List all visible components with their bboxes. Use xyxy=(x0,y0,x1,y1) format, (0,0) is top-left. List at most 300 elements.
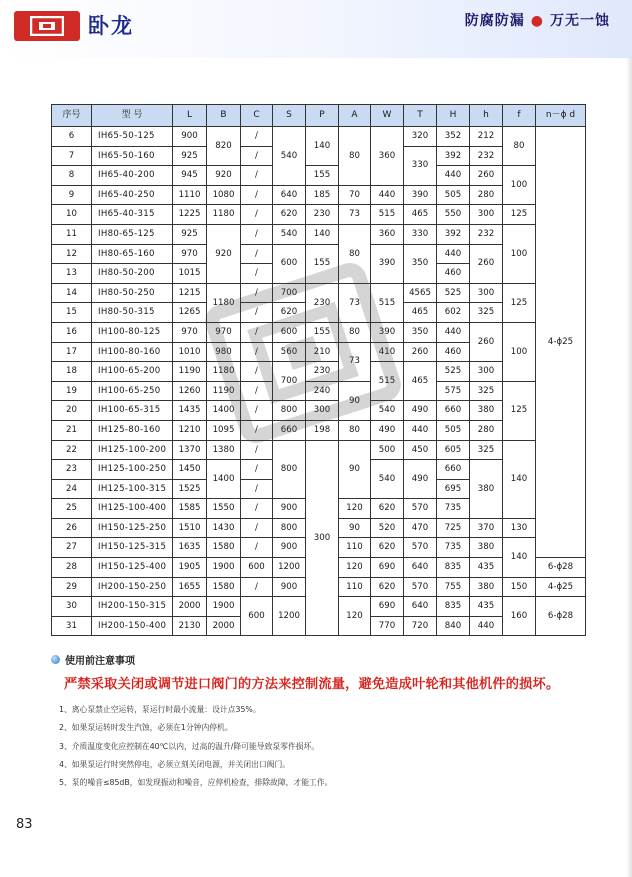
table-cell: 380 xyxy=(470,577,503,597)
table-cell: 1180 xyxy=(207,362,241,382)
table-cell: 620 xyxy=(273,205,306,225)
column-header: h xyxy=(470,105,503,127)
row-index-cell: 26 xyxy=(52,518,92,538)
table-cell: 1200 xyxy=(273,597,306,636)
table-cell: 900 xyxy=(273,499,306,519)
bullet-icon xyxy=(51,655,60,664)
table-cell: / xyxy=(241,538,273,558)
column-header: n－ϕ d xyxy=(536,105,586,127)
table-cell: 700 xyxy=(273,283,306,303)
column-header: f xyxy=(503,105,536,127)
table-cell: 600 xyxy=(241,558,273,578)
table-cell: 185 xyxy=(306,185,339,205)
table-cell: 1900 xyxy=(207,597,241,617)
table-cell: 620 xyxy=(371,538,404,558)
table-cell: 700 xyxy=(273,362,306,401)
row-index-cell: 12 xyxy=(52,244,92,264)
table-cell: 1655 xyxy=(173,577,207,597)
row-index-cell: 14 xyxy=(52,283,92,303)
row-index-cell: 11 xyxy=(52,224,92,244)
table-cell: 690 xyxy=(371,597,404,617)
table-cell: 80 xyxy=(339,127,371,186)
table-cell: 1180 xyxy=(207,205,241,225)
table-cell: 900 xyxy=(173,127,207,147)
table-cell: / xyxy=(241,518,273,538)
table-cell: / xyxy=(241,342,273,362)
table-cell: 1450 xyxy=(173,460,207,480)
table-cell: 1580 xyxy=(207,577,241,597)
table-cell: 1525 xyxy=(173,479,207,499)
table-cell: 1585 xyxy=(173,499,207,519)
brand-logo xyxy=(14,11,80,41)
table-cell: 620 xyxy=(273,303,306,323)
table-cell: 260 xyxy=(470,244,503,283)
table-cell: 120 xyxy=(339,597,371,636)
table-cell: 155 xyxy=(306,322,339,342)
table-cell: / xyxy=(241,401,273,421)
column-header: T xyxy=(404,105,437,127)
table-cell: 80 xyxy=(339,420,371,440)
table-cell: / xyxy=(241,283,273,303)
table-cell: 490 xyxy=(371,420,404,440)
row-index-cell: 31 xyxy=(52,616,92,636)
row-index-cell: 9 xyxy=(52,185,92,205)
table-cell: 1550 xyxy=(207,499,241,519)
table-cell: 1260 xyxy=(173,381,207,401)
table-cell: / xyxy=(241,166,273,186)
table-cell: 6-ϕ28 xyxy=(536,597,586,636)
column-header: P xyxy=(306,105,339,127)
table-cell: 110 xyxy=(339,538,371,558)
table-cell: 325 xyxy=(470,440,503,460)
table-cell: 155 xyxy=(306,166,339,186)
table-cell: 435 xyxy=(470,558,503,578)
table-cell: 540 xyxy=(371,401,404,421)
table-cell: 570 xyxy=(404,499,437,519)
slogan xyxy=(465,10,610,30)
table-cell: / xyxy=(241,420,273,440)
table-cell: / xyxy=(241,440,273,460)
model-cell: IH80-50-250 xyxy=(92,283,173,303)
table-cell: 465 xyxy=(404,362,437,401)
table-cell: 835 xyxy=(437,597,470,617)
table-cell: 505 xyxy=(437,420,470,440)
table-cell: / xyxy=(241,127,273,147)
table-cell: 515 xyxy=(371,283,404,322)
table-cell: 560 xyxy=(273,342,306,362)
table-cell: 1510 xyxy=(173,518,207,538)
table-cell: 73 xyxy=(339,205,371,225)
table-cell: 970 xyxy=(207,322,241,342)
row-index-cell: 28 xyxy=(52,558,92,578)
table-cell: 570 xyxy=(404,577,437,597)
row-index-cell: 20 xyxy=(52,401,92,421)
row-index-cell: 10 xyxy=(52,205,92,225)
table-cell: 380 xyxy=(470,538,503,558)
model-cell: IH150-125-250 xyxy=(92,518,173,538)
table-cell: 465 xyxy=(404,303,437,323)
list-item: 5、泵的噪音≤85dB，如发现振动和噪音，应停机检查，排除故障，才能工作。 xyxy=(59,778,333,788)
table-cell: 515 xyxy=(371,362,404,401)
list-item: 2、如果泵运转时发生汽蚀，必须在1分钟内停机。 xyxy=(59,723,233,733)
table-cell: 525 xyxy=(437,362,470,382)
table-cell: 300 xyxy=(470,283,503,303)
table-cell: / xyxy=(241,264,273,284)
table-cell: 70 xyxy=(339,185,371,205)
table-cell: 735 xyxy=(437,538,470,558)
table-cell: 900 xyxy=(273,538,306,558)
table-cell: 330 xyxy=(404,146,437,185)
notes-list xyxy=(59,704,611,788)
table-cell: 110 xyxy=(339,577,371,597)
row-index-cell: 29 xyxy=(52,577,92,597)
table-cell: 450 xyxy=(404,440,437,460)
table-cell: 440 xyxy=(437,244,470,264)
table-cell: 970 xyxy=(173,322,207,342)
model-cell: IH200-150-400 xyxy=(92,616,173,636)
list-item: 3、介质温度变化应控制在40℃以内，过高的温升/降可能导致泵零件损坏。 xyxy=(59,741,320,751)
table-cell: 390 xyxy=(404,185,437,205)
table-cell: 1215 xyxy=(173,283,207,303)
table-cell: 1400 xyxy=(207,460,241,499)
table-cell: 1580 xyxy=(207,538,241,558)
table-cell: 1010 xyxy=(173,342,207,362)
table-cell: 1080 xyxy=(207,185,241,205)
table-cell: 725 xyxy=(437,518,470,538)
row-index-cell: 15 xyxy=(52,303,92,323)
table-cell: / xyxy=(241,499,273,519)
table-cell: 1400 xyxy=(207,401,241,421)
table-cell: 460 xyxy=(437,342,470,362)
table-cell: 90 xyxy=(339,518,371,538)
table-cell: 390 xyxy=(371,322,404,342)
table-cell: 330 xyxy=(404,224,437,244)
brand-name: 卧龙 xyxy=(88,14,134,38)
table-cell: 2130 xyxy=(173,616,207,636)
table-cell: 100 xyxy=(503,322,536,381)
table-cell: 920 xyxy=(207,224,241,283)
table-cell: 1095 xyxy=(207,420,241,440)
model-cell: IH80-50-315 xyxy=(92,303,173,323)
table-cell: 155 xyxy=(306,244,339,283)
table-cell: 660 xyxy=(437,401,470,421)
table-cell: 525 xyxy=(437,283,470,303)
table-cell: 602 xyxy=(437,303,470,323)
table-cell: 980 xyxy=(207,342,241,362)
table-cell: 4565 xyxy=(404,283,437,303)
table-cell: 1015 xyxy=(173,264,207,284)
table-row xyxy=(52,440,586,460)
table-cell: 320 xyxy=(404,127,437,147)
model-cell: IH65-50-125 xyxy=(92,127,173,147)
table-cell: 140 xyxy=(503,538,536,577)
model-cell: IH125-100-200 xyxy=(92,440,173,460)
row-index-cell: 17 xyxy=(52,342,92,362)
table-cell: 1210 xyxy=(173,420,207,440)
table-cell: / xyxy=(241,205,273,225)
table-cell: 100 xyxy=(503,166,536,205)
table-cell: 410 xyxy=(371,342,404,362)
column-header: H xyxy=(437,105,470,127)
table-cell: / xyxy=(241,146,273,166)
table-cell: 325 xyxy=(470,303,503,323)
table-cell: 100 xyxy=(503,224,536,283)
table-cell: 660 xyxy=(437,460,470,480)
table-cell: 280 xyxy=(470,420,503,440)
table-header-row xyxy=(52,105,586,127)
table-cell: 505 xyxy=(437,185,470,205)
table-cell: / xyxy=(241,185,273,205)
model-cell: IH150-125-400 xyxy=(92,558,173,578)
model-cell: IH100-65-250 xyxy=(92,381,173,401)
table-row xyxy=(52,322,586,342)
table-cell: 80 xyxy=(339,322,371,342)
model-cell: IH125-100-315 xyxy=(92,479,173,499)
table-cell: 230 xyxy=(306,205,339,225)
table-cell: 232 xyxy=(470,224,503,244)
model-cell: IH200-150-250 xyxy=(92,577,173,597)
logo-glyph-icon xyxy=(30,16,64,36)
row-index-cell: 21 xyxy=(52,420,92,440)
table-cell: 1430 xyxy=(207,518,241,538)
row-index-cell: 23 xyxy=(52,460,92,480)
model-cell: IH200-150-315 xyxy=(92,597,173,617)
table-cell: 360 xyxy=(371,224,404,244)
table-cell: 1200 xyxy=(273,558,306,578)
table-cell: 1265 xyxy=(173,303,207,323)
list-item: 1、离心泵禁止空运转，泵运行时最小流量：设计点35%。 xyxy=(59,705,261,714)
notes-title-text: 使用前注意事项 xyxy=(65,656,135,667)
slogan-part-1: 防腐防漏 xyxy=(464,13,525,29)
page-number: 83 xyxy=(16,817,33,832)
table-cell: 440 xyxy=(404,420,437,440)
table-cell: 755 xyxy=(437,577,470,597)
table-cell: 350 xyxy=(404,322,437,342)
table-cell: 440 xyxy=(437,322,470,342)
table-cell: 835 xyxy=(437,558,470,578)
table-cell: 380 xyxy=(470,460,503,519)
table-cell: 440 xyxy=(371,185,404,205)
table-cell: 465 xyxy=(404,205,437,225)
table-row xyxy=(52,283,586,303)
table-cell: 4-ϕ25 xyxy=(536,577,586,597)
table-cell: / xyxy=(241,381,273,401)
table-cell: 325 xyxy=(470,381,503,401)
row-index-cell: 19 xyxy=(52,381,92,401)
table-cell: 125 xyxy=(503,381,536,440)
table-cell: / xyxy=(241,577,273,597)
table-cell: 80 xyxy=(503,127,536,166)
table-cell: 130 xyxy=(503,518,536,538)
table-cell: 570 xyxy=(404,538,437,558)
table-cell: 125 xyxy=(503,283,536,322)
table-cell: 6-ϕ28 xyxy=(536,558,586,578)
row-index-cell: 22 xyxy=(52,440,92,460)
table-cell: 1180 xyxy=(207,283,241,322)
row-index-cell: 25 xyxy=(52,499,92,519)
table-cell: 640 xyxy=(404,558,437,578)
table-cell: 540 xyxy=(273,127,306,186)
table-cell: 260 xyxy=(470,166,503,186)
table-cell: 920 xyxy=(207,166,241,186)
table-cell: 660 xyxy=(273,420,306,440)
table-cell: / xyxy=(241,362,273,382)
column-header: B xyxy=(207,105,241,127)
table-cell: 260 xyxy=(404,342,437,362)
table-cell: 230 xyxy=(306,362,339,382)
table-cell: 1110 xyxy=(173,185,207,205)
table-row xyxy=(52,127,586,147)
table-cell: 160 xyxy=(503,597,536,636)
table-cell: 300 xyxy=(306,401,339,421)
table-cell: 73 xyxy=(339,283,371,322)
table-cell: 392 xyxy=(437,224,470,244)
model-cell: IH100-80-160 xyxy=(92,342,173,362)
table-cell: 470 xyxy=(404,518,437,538)
flow-control-warning: 严禁采取关闭或调节进口阀门的方法来控制流量，避免造成叶轮和其他机件的损坏。 xyxy=(64,677,560,692)
table-cell: 240 xyxy=(306,381,339,401)
page-header xyxy=(0,0,632,58)
table-cell: 605 xyxy=(437,440,470,460)
table-cell: 1190 xyxy=(207,381,241,401)
table-cell: 440 xyxy=(437,166,470,186)
table-cell: / xyxy=(241,322,273,342)
table-cell: 800 xyxy=(273,518,306,538)
model-cell: IH65-40-200 xyxy=(92,166,173,186)
table-cell: 210 xyxy=(306,342,339,362)
table-cell: 120 xyxy=(339,558,371,578)
pump-spec-table xyxy=(51,104,586,636)
table-cell: / xyxy=(241,303,273,323)
table-cell: 800 xyxy=(273,401,306,421)
table-row xyxy=(52,166,586,186)
table-cell: 540 xyxy=(273,224,306,244)
table-cell: 925 xyxy=(173,224,207,244)
column-header: A xyxy=(339,105,371,127)
table-cell: 1380 xyxy=(207,440,241,460)
row-index-cell: 8 xyxy=(52,166,92,186)
table-cell: 600 xyxy=(273,322,306,342)
table-cell: 440 xyxy=(470,616,503,636)
table-cell: 500 xyxy=(371,440,404,460)
table-cell: 232 xyxy=(470,146,503,166)
table-cell: 925 xyxy=(173,146,207,166)
model-cell: IH125-80-160 xyxy=(92,420,173,440)
table-cell: 370 xyxy=(470,518,503,538)
table-cell: 4-ϕ25 xyxy=(536,127,586,558)
table-cell: 80 xyxy=(339,224,371,283)
table-cell: 230 xyxy=(306,283,339,322)
row-index-cell: 16 xyxy=(52,322,92,342)
usage-notes xyxy=(51,652,611,795)
table-cell: 690 xyxy=(371,558,404,578)
table-cell: 520 xyxy=(371,518,404,538)
table-cell: 150 xyxy=(503,577,536,597)
column-header: L xyxy=(173,105,207,127)
model-cell: IH65-50-160 xyxy=(92,146,173,166)
table-cell: 620 xyxy=(371,499,404,519)
table-cell: 1370 xyxy=(173,440,207,460)
table-cell: 212 xyxy=(470,127,503,147)
page-edge-shadow xyxy=(626,58,632,877)
model-cell: IH65-40-315 xyxy=(92,205,173,225)
table-cell: 770 xyxy=(371,616,404,636)
model-cell: IH125-100-400 xyxy=(92,499,173,519)
table-cell: 820 xyxy=(207,127,241,166)
model-cell: IH80-65-160 xyxy=(92,244,173,264)
table-cell: 300 xyxy=(470,205,503,225)
table-cell: / xyxy=(241,244,273,264)
slogan-dot-icon: ● xyxy=(530,13,544,29)
table-cell: 2000 xyxy=(207,616,241,636)
table-cell: 600 xyxy=(241,597,273,636)
model-cell: IH100-65-200 xyxy=(92,362,173,382)
table-cell: 350 xyxy=(404,244,437,283)
column-header: W xyxy=(371,105,404,127)
notes-title xyxy=(51,652,611,667)
table-cell: 300 xyxy=(470,362,503,382)
table-cell: 390 xyxy=(371,244,404,283)
table-cell: 125 xyxy=(503,205,536,225)
table-cell: 490 xyxy=(404,401,437,421)
slogan-part-2: 万无一蚀 xyxy=(550,13,610,29)
table-cell: 352 xyxy=(437,127,470,147)
table-row xyxy=(52,224,586,244)
table-cell: 550 xyxy=(437,205,470,225)
table-cell: 1900 xyxy=(207,558,241,578)
table-cell: 90 xyxy=(339,381,371,420)
column-header: 型 号 xyxy=(92,105,173,127)
table-cell: 140 xyxy=(503,440,536,518)
table-cell: 735 xyxy=(437,499,470,519)
table-cell: 1435 xyxy=(173,401,207,421)
table-cell: 695 xyxy=(437,479,470,499)
table-cell: / xyxy=(241,479,273,499)
table-cell: 120 xyxy=(339,499,371,519)
table-cell: 970 xyxy=(173,244,207,264)
table-cell: 800 xyxy=(273,440,306,499)
table-cell: 840 xyxy=(437,616,470,636)
model-cell: IH80-65-125 xyxy=(92,224,173,244)
table-row xyxy=(52,205,586,225)
table-cell: 360 xyxy=(371,127,404,186)
table-cell: / xyxy=(241,224,273,244)
table-cell: 260 xyxy=(470,322,503,361)
row-index-cell: 18 xyxy=(52,362,92,382)
table-cell: 1635 xyxy=(173,538,207,558)
model-cell: IH100-80-125 xyxy=(92,322,173,342)
table-cell: 73 xyxy=(339,342,371,381)
table-cell: 392 xyxy=(437,146,470,166)
table-cell: 90 xyxy=(339,440,371,499)
table-cell: 300 xyxy=(306,440,339,636)
table-cell: 575 xyxy=(437,381,470,401)
column-header: S xyxy=(273,105,306,127)
table-cell: 640 xyxy=(273,185,306,205)
table-cell: 515 xyxy=(371,205,404,225)
row-index-cell: 7 xyxy=(52,146,92,166)
model-cell: IH80-50-200 xyxy=(92,264,173,284)
table-cell: 640 xyxy=(404,597,437,617)
table-cell: 460 xyxy=(437,264,470,284)
model-cell: IH125-100-250 xyxy=(92,460,173,480)
table-cell: 1225 xyxy=(173,205,207,225)
table-cell: 540 xyxy=(371,460,404,499)
table-cell: 720 xyxy=(404,616,437,636)
row-index-cell: 24 xyxy=(52,479,92,499)
table-cell: 140 xyxy=(306,224,339,244)
row-index-cell: 30 xyxy=(52,597,92,617)
